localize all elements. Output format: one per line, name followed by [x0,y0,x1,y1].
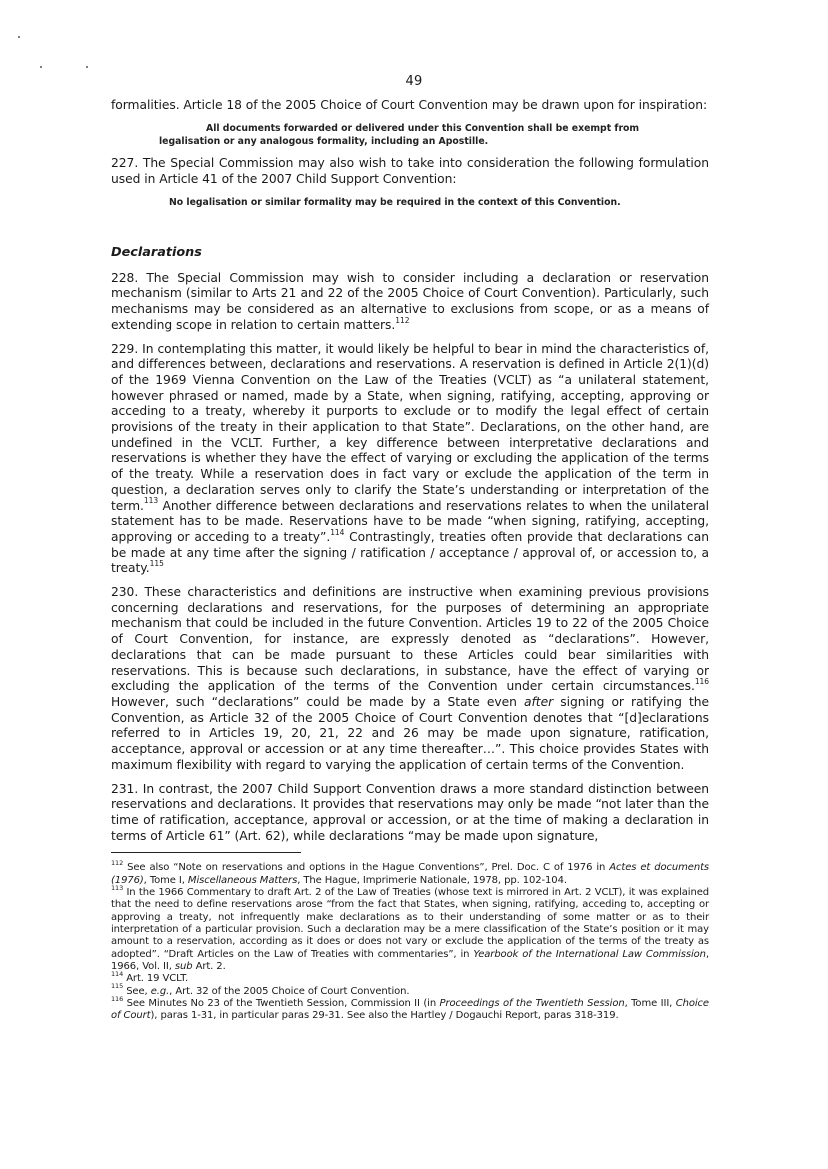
scan-speck [18,36,20,38]
footnote-ref-113: 113 [143,496,159,506]
footnote-115: $^{115}$ See, e.g., Art. 32 of the 2005 Choice of Court Convention. [111,982,410,997]
footnote-ref-114: 114 [330,527,345,537]
paragraph-continuation: formalities. Article 18 of the 2005 Choice of Court Convention may be drawn upon for inspiration: [111,98,708,112]
document-body [111,98,709,1023]
paragraph-231: 231. In contrast, the 2007 Child Support Convention draws a more standard distinction between reservations and declarations. It provides that reservations may only be made “not later than the time of ratification, acceptance, approval or accession, or at the time of making a declaration in terms of Article 61” (Art. 62), while declarations “may be made upon signature, [111,781,709,843]
footnotes [111,859,710,1022]
scan-speck [86,66,88,68]
footnote-separator [111,852,301,853]
footnote-ref-115: 115 [149,559,164,569]
paragraph-228: 228. The Special Commission may wish to consider including a declaration or reservation mechanism (similar to Arts 21 and 22 of the 2005 Choice of Court Convention). Particularly, such mechanisms may be considered as an alternative to exclusions from scope, or as a means of extending scope in relation to certain matters.$^{112}$ [111,270,709,332]
footnote-112: $^{112}$ See also “Note on reservations and options in the Hague Conventions”, Prel. Doc. C of 1976 in Actes et documents (1976), Tome I, Miscellaneous Matters, The Hague, Imprimerie Nationale, 1978, pp. 102-104. [111,859,710,886]
quote-article-41: No legalisation or similar formality may be required in the context of this Convention. [169,196,621,208]
quote-article-18-line1: All documents forwarded or delivered under this Convention shall be exempt from [206,122,640,134]
scan-speck [40,66,42,68]
section-heading-declarations: Declarations [111,244,202,260]
paragraph-230: 230. These characteristics and definitions are instructive when examining previous provisions concerning declarations and reservations, for the purposes of determining an appropriate mechanism that could be included in the future Convention. Articles 19 to 22 of the 2005 Choice of Court Convention, for instance, are expressly denoted as “declarations”. However, declarations that can be made pursuant to these Articles could bear similarities with reservations. This is because such declarations, in substance, have the effect of varying or excluding the application of the terms of the Convention under certain circumstances.$^{116}$ However, such “declarations” could be made by a State even after signing or ratifying the Convention, as Article 32 of the 2005 Choice of Court Convention denotes that “[d]eclarations referred to in Articles 19, 20, 21, 22 and 26 may be made upon signature, ratification, acceptance, approval or accession or at any time thereafter…”. This choice provides States with maximum flexibility with regard to varying the application of certain terms of the Convention. [111,585,709,772]
footnote-114: $^{114}$ Art. 19 VCLT. [111,970,189,985]
quote-article-18-line2: legalisation or any analogous formality, including an Apostille. [159,135,489,147]
footnote-ref-116: 116 [694,677,709,687]
footnote-113: $^{113}$ In the 1966 Commentary to draft Art. 2 of the Law of Treaties (whose text is mirrored in Art. 2 VCLT), it was explained that the need to define reservations arose “from the fact that States, when signing, ratifying, acceding to, accepting or approving a treaty, not infrequently make declarations as to their understanding of some matter or as to their interpretation of a particular provision. Such a declaration may be a mere classification of the State’s position or it may amount to a reservation, according as it does or does not vary or exclude the application of the terms of the treaty as adopted”. “Draft Articles on the Law of Treaties with commentaries”, in Yearbook of the International Law Commission, 1966, Vol. II, sub Art. 2. [111,883,709,973]
footnote-116: $^{116}$ See Minutes No 23 of the Twentieth Session, Commission II (in Proceedings of the Twentieth Session, Tome III, Choice of Court), paras 1-31, in particular paras 29-31. See also the Hartley / Dogauchi Report, paras 318-319. [111,994,709,1022]
footnote-ref-112: 112 [395,315,410,325]
page-number: 49 [405,74,423,89]
paragraph-229: 229. In contemplating this matter, it would likely be helpful to bear in mind the characteristics of, and differences between, declarations and reservations. A reservation is defined in Article 2(1)(d) of the 1969 Vienna Convention on the Law of the Treaties (VCLT) as “a unilateral statement, however phrased or named, made by a State, when signing, ratifying, accepting, approving or acceding to a treaty, whereby it purports to exclude or to modify the legal effect of certain provisions of the treaty in their application to that State”. Declarations, on the other hand, are undefined in the VCLT. Further, a key difference between interpretative declarations and reservations is whether they have the effect of varying or excluding the application of the terms of the treaty. While a reservation does in fact vary or exclude the application of the term in question, a declaration serves only to clarify the State’s understanding or interpretation of the term.$^{113}$ Another difference between declarations and reservations relates to when the unilateral statement has to be made. Reservations have to be made “when signing, ratifying, accepting, approving or acceding to a treaty”.$^{114}$ Contrastingly, treaties often provide that declarations can be made at any time after the signing / ratification / acceptance / approval of, or accession to, a treaty.$^{115}$ [111,341,709,576]
paragraph-227: 227. The Special Commission may also wish to take into consideration the following formulation used in Article 41 of the 2007 Child Support Convention: [111,156,709,186]
